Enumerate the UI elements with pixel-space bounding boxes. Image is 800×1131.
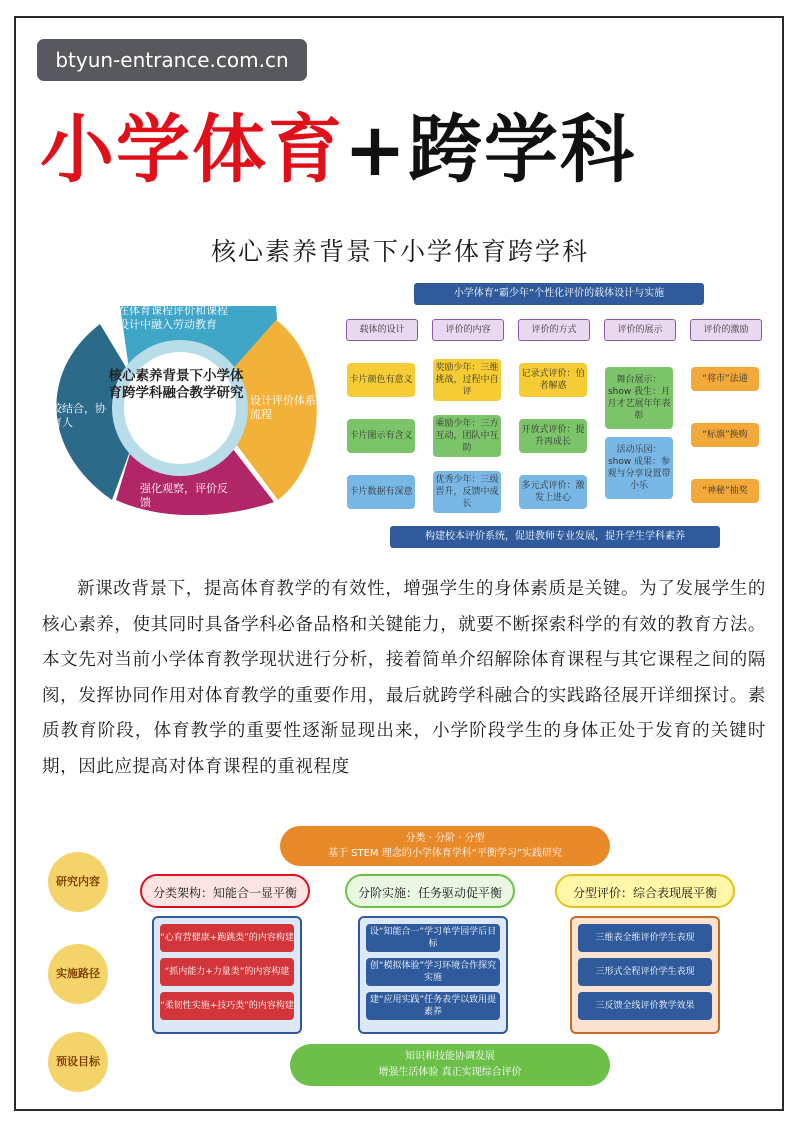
- diagram-title-line2: 基于 STEM 理念的小学体育学科“平衡学习”实践研究: [327, 848, 563, 859]
- column-content: [152, 916, 302, 1034]
- title-part-black: +跨学科: [344, 107, 637, 193]
- flow-cell: 优秀少年：三级晋升，反馈中成长: [433, 471, 501, 513]
- content-box: “心育营健康+跑跳类”的内容构建: [160, 924, 294, 952]
- flow-header-2: 评价的内容: [432, 319, 504, 341]
- flow-header-5: 评价的激励: [690, 319, 762, 341]
- flow-cell: “将市”法通: [691, 367, 759, 391]
- content-box: “柔韧性实施+技巧类”的内容构建: [160, 992, 294, 1020]
- ring-label-left: 家校结合，协同育人: [40, 402, 106, 429]
- flow-cell: 卡片图示有含义: [347, 419, 415, 453]
- flow-cell: 卡片颜色有意义: [347, 363, 415, 397]
- flow-cell: 舞台展示：show 我生：月月才艺展年年表彰: [605, 367, 673, 429]
- flow-cell: 乘励少年：三方互动，团队中互助: [433, 415, 501, 457]
- content-box: “抓内能力+力量类”的内容构建: [160, 958, 294, 986]
- diagram-goal-line2: 增强生活体验 真正实现综合评价: [378, 1067, 522, 1078]
- body-paragraph: 新课改背景下，提高体育教学的有效性，增强学生的身体素质是关键。为了发展学生的核心素养，使其同时具备学科必备品格和关键能力，就要不断探索科学的有效的教育方法。本文先对当前小学体育教学现状进行分析，接着简单介绍解除体育课程与其它课程之间的隔阂，发挥协同作用对体育教学的重要作用，最后就跨学科融合的实践路径展开详细探讨。素质教育阶段，体育教学的重要性逐渐显现出来，小学阶段学生的身体正处于发育的关键时期，因此应提高对体育课程的重视程度: [42, 579, 766, 777]
- column-evaluation: [570, 916, 720, 1034]
- evaluation-flowchart: [344, 283, 776, 551]
- flow-header-1: 载体的设计: [346, 319, 418, 341]
- diagram-title: [280, 826, 610, 866]
- flow-cell: 卡片数据有深意: [347, 475, 415, 509]
- flow-footer: 构建校本评价系统，促进教师专业发展，提升学生学科素养: [390, 526, 720, 548]
- title-part-red: 小学体育: [40, 107, 344, 193]
- ring-label-right: 设计评价体系流程: [250, 394, 316, 421]
- diagram-title-line1: 分类 · 分阶 · 分型: [405, 833, 485, 844]
- page-title: [40, 95, 780, 205]
- evaluation-box: 三形式全程评价学生表现: [578, 958, 712, 986]
- flow-cell: 奖励少年：三维挑战，过程中自评: [433, 359, 501, 401]
- ring-label-top: 在体育课程评价和课程设计中融入劳动教育: [118, 304, 228, 331]
- flow-cell: 记录式评价：伯者解惑: [519, 363, 587, 397]
- flow-cell: 开放式评价：提升再成长: [519, 419, 587, 453]
- flow-cell: 多元式评价：激发上进心: [519, 475, 587, 509]
- side-label-research: 研究内容: [48, 852, 108, 912]
- diagram-goal: [290, 1044, 610, 1086]
- evaluation-box: 三维表全维评价学生表现: [578, 924, 712, 952]
- flow-cell: “标旗”换购: [691, 423, 759, 447]
- research-diagram: [40, 826, 766, 1096]
- flow-cell: 活动乐园：show 成果：参观与分享设置带小乐: [605, 437, 673, 499]
- diagram-goal-line1: 知识和技能协调发展: [405, 1051, 495, 1062]
- side-label-path: 实施路径: [48, 944, 108, 1004]
- ring-label-bottom: 强化观察，评价反馈: [140, 482, 228, 509]
- ring-center-label: 核心素养背景下小学体育跨学科融合教学研究: [108, 368, 244, 401]
- path-box: 创“模拟体验”学习环境合作探究实施: [366, 958, 500, 986]
- pill-classify: 分类架构：知能合一显平衡: [140, 874, 310, 908]
- side-label-goal: 预设目标: [48, 1032, 108, 1092]
- flow-header-3: 评价的方式: [518, 319, 590, 341]
- path-box: 设“知能合一”学习单学园学后目标: [366, 924, 500, 952]
- column-path: [358, 916, 508, 1034]
- flow-title: 小学体育“霸少年”个性化评价的载体设计与实施: [414, 283, 704, 305]
- path-box: 建“应用实践”任务表学以致用提素养: [366, 992, 500, 1020]
- pill-stage: 分阶实施：任务驱动促平衡: [345, 874, 515, 908]
- flow-cell: “神秘”抽奖: [691, 479, 759, 503]
- watermark-badge: btyun-entrance.com.cn: [37, 39, 307, 81]
- flow-header-4: 评价的展示: [604, 319, 676, 341]
- ring-diagram: [30, 290, 330, 515]
- pill-evaluate: 分型评价：综合表现展平衡: [555, 874, 735, 908]
- page-subtitle: 核心素养背景下小学体育跨学科: [210, 237, 589, 266]
- evaluation-box: 三反馈全线评价教学效果: [578, 992, 712, 1020]
